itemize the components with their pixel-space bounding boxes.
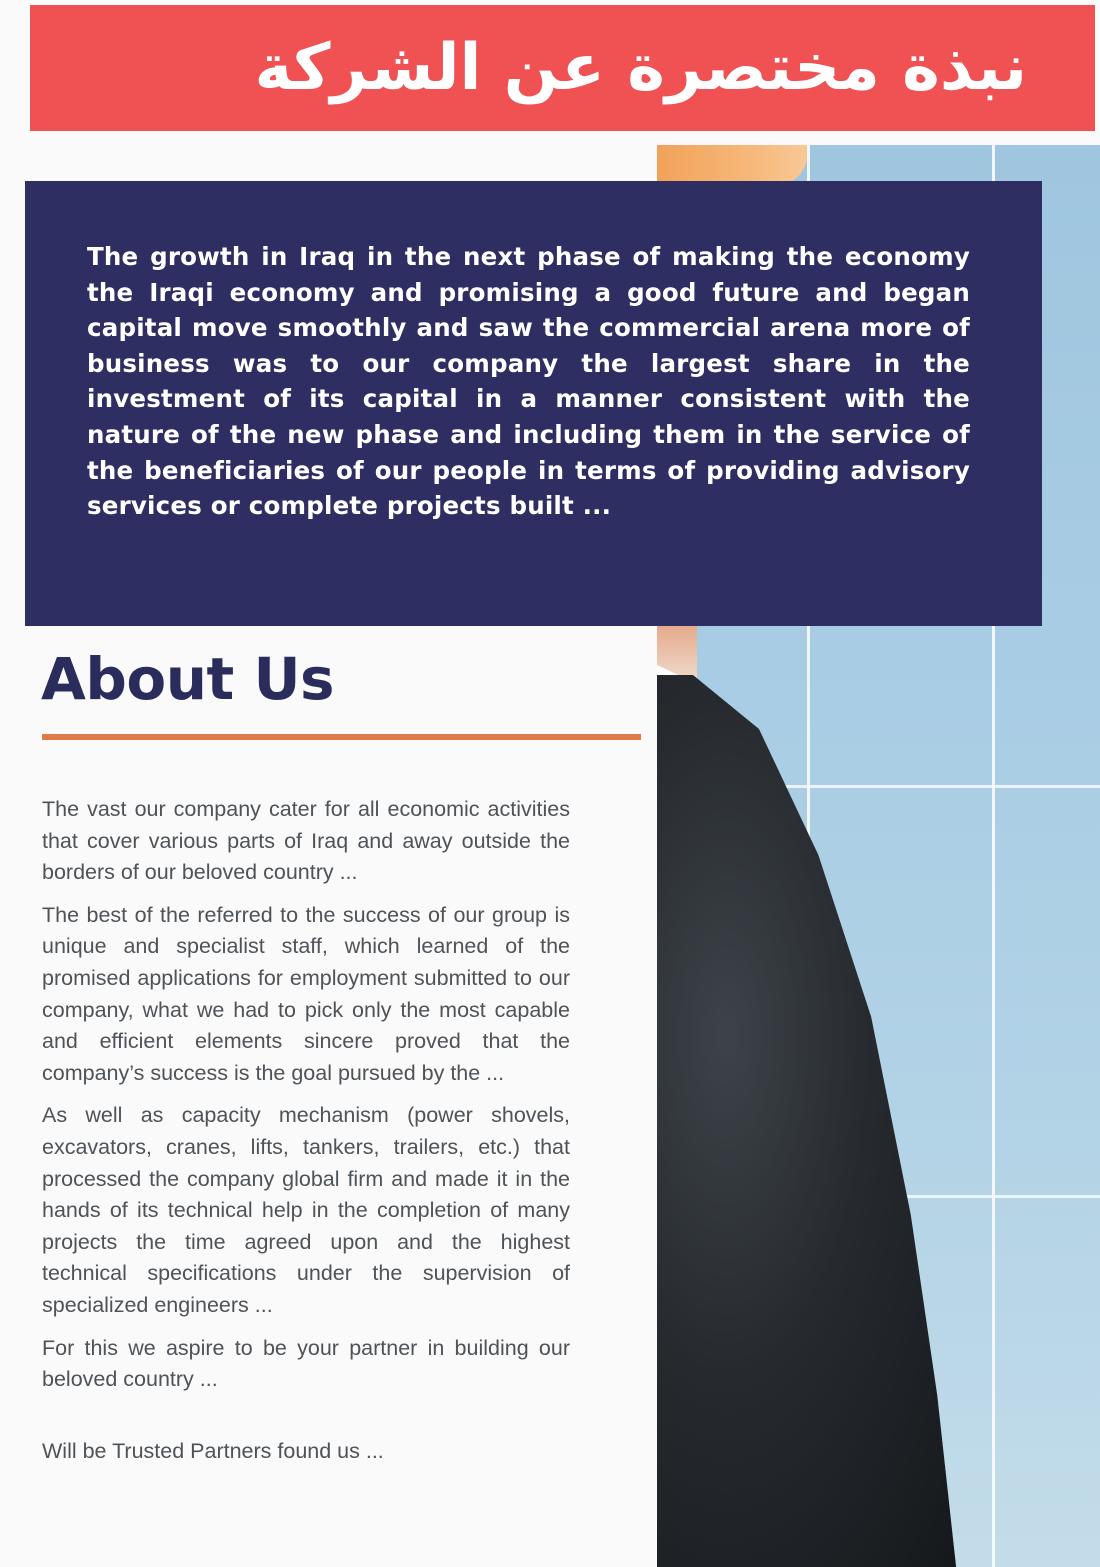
hard-hat <box>657 145 807 185</box>
about-paragraph: The vast our company cater for all economic activities that cover various parts of Iraq and away outside the borders of our beloved country ... <box>42 797 570 885</box>
closing-line: Will be Trusted Partners found us ... <box>42 1438 384 1463</box>
about-heading: About Us <box>41 645 335 713</box>
title-banner <box>30 5 1095 131</box>
about-paragraph: The best of the referred to the success of our group is unique and specialist staff, which learned of the promised applications for employment submitted to our company, what we had to pick only the most capable and efficient elements sincere proved that the company’s success is the goal pursued by the ... <box>42 902 570 1085</box>
intro-panel <box>25 181 1042 626</box>
heading-underline <box>42 734 641 740</box>
about-paragraph: For this we aspire to be your partner in building our beloved country ... <box>42 1335 570 1392</box>
intro-text: The growth in Iraq in the next phase of making the economy the Iraqi economy and promising a good future and began capital move smoothly and saw the commercial arena more of business was to our company the largest share in the investment of its capital in a manner consistent with the nature of the new phase and including them in the service of the beneficiaries of our people in terms of providing advisory services or complete projects built ... <box>87 242 970 521</box>
about-paragraph: As well as capacity mechanism (power shovels, excavators, cranes, lifts, tankers, trailers, etc.) that processed the company global firm and made it in the hands of its technical help in the completion of many projects the time agreed upon and the highest technical specifications under the supervision of specialized engineers ... <box>42 1103 570 1317</box>
about-body <box>42 794 570 1478</box>
page-title: نبذة مختصرة عن الشركة <box>254 31 1027 105</box>
